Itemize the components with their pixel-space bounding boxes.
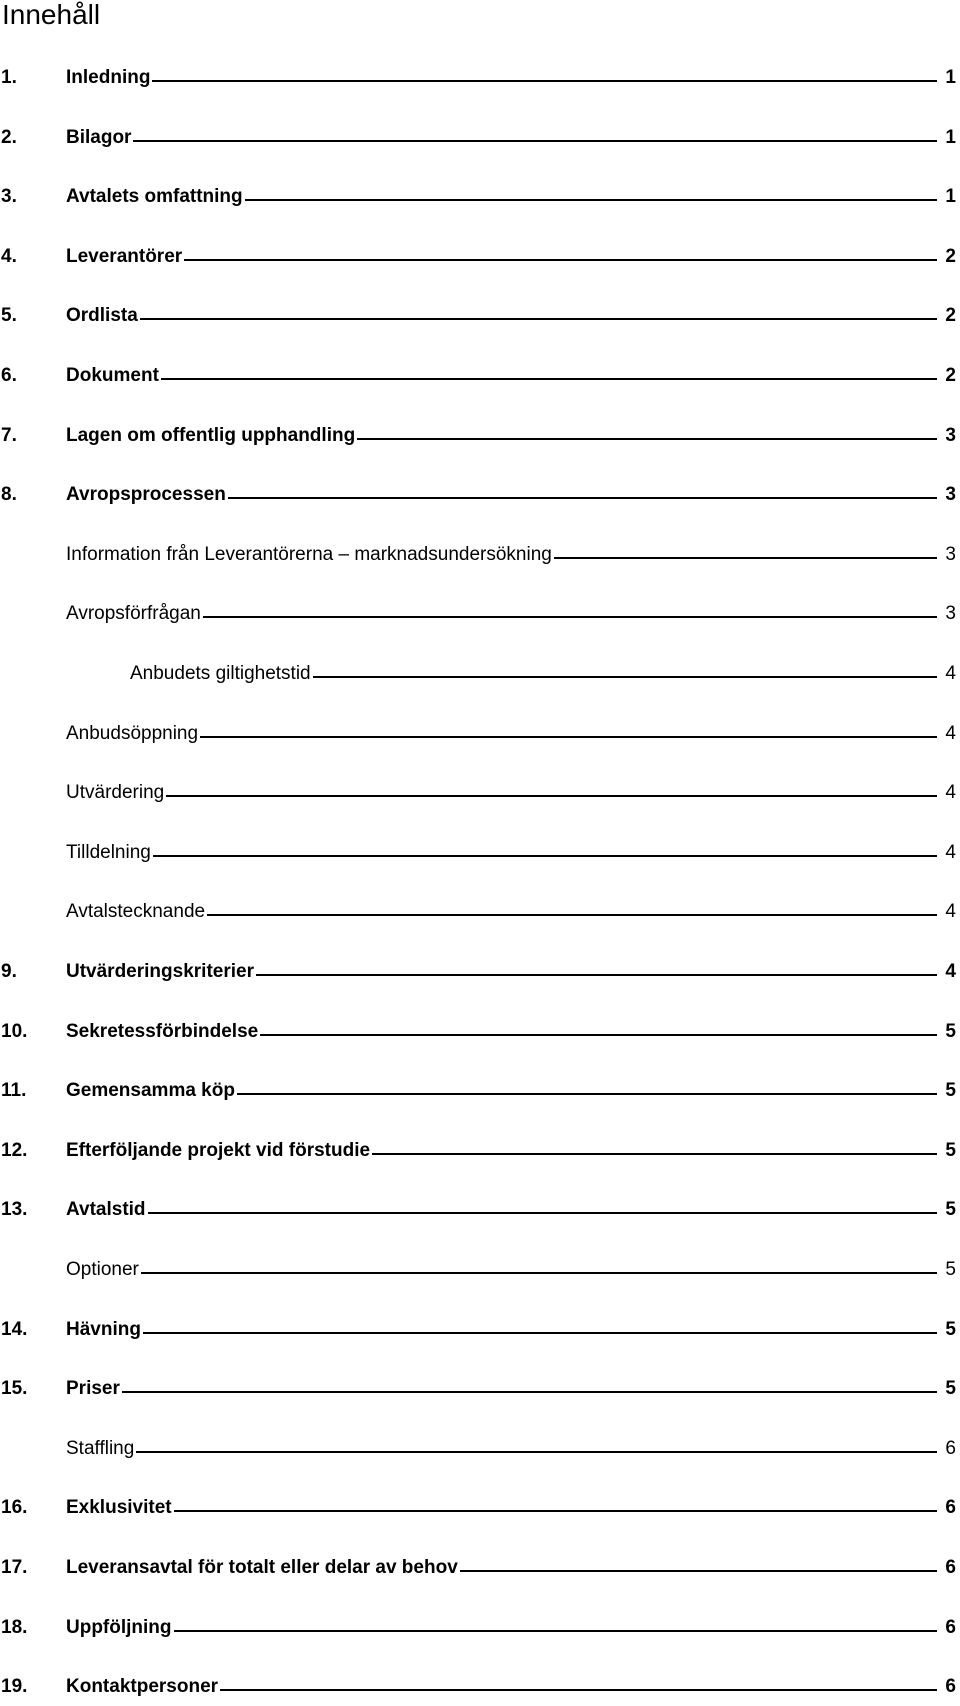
toc-entry-label: Leveransavtal för totalt eller delar av behov bbox=[66, 1557, 458, 1578]
toc-leader-line bbox=[220, 1689, 937, 1691]
toc-entry-label: Inledning bbox=[66, 67, 151, 88]
toc-entry-page-number: 5 bbox=[945, 1199, 956, 1220]
toc-entry-label: Hävning bbox=[66, 1319, 141, 1340]
toc-entry-number: 11. bbox=[1, 1080, 27, 1101]
toc-entry[interactable] bbox=[0, 127, 960, 157]
toc-entry-label: Bilagor bbox=[66, 127, 132, 148]
toc-leader-line bbox=[460, 1570, 938, 1572]
toc-entry[interactable] bbox=[0, 1557, 960, 1587]
toc-leader-line bbox=[207, 914, 937, 916]
toc-entry[interactable] bbox=[0, 663, 960, 693]
toc-entry-page-number: 5 bbox=[945, 1080, 956, 1101]
toc-entry-label: Tilldelning bbox=[66, 842, 151, 863]
toc-entry-label: Ordlista bbox=[66, 305, 138, 326]
toc-entry-page-number: 4 bbox=[945, 842, 956, 863]
toc-entry-number: 14. bbox=[1, 1319, 28, 1340]
toc-entry[interactable] bbox=[0, 782, 960, 812]
toc-entry[interactable] bbox=[0, 1021, 960, 1051]
toc-entry-label: Anbudets giltighetstid bbox=[130, 663, 311, 684]
toc-entry-page-number: 6 bbox=[945, 1438, 956, 1459]
toc-entry-label: Lagen om offentlig upphandling bbox=[66, 425, 356, 446]
toc-leader-line bbox=[372, 1153, 937, 1155]
toc-leader-line bbox=[141, 1272, 938, 1274]
toc-entry[interactable] bbox=[0, 603, 960, 633]
toc-entry[interactable] bbox=[0, 484, 960, 514]
toc-leader-line bbox=[357, 438, 937, 440]
toc-entry-label: Dokument bbox=[66, 365, 159, 386]
toc-entry-page-number: 3 bbox=[945, 425, 956, 446]
toc-entry[interactable] bbox=[0, 842, 960, 872]
toc-entry-number: 13. bbox=[1, 1199, 28, 1220]
toc-leader-line bbox=[152, 80, 937, 82]
toc-entry-page-number: 1 bbox=[945, 186, 956, 207]
toc-entry[interactable] bbox=[0, 365, 960, 395]
toc-entry[interactable] bbox=[0, 1319, 960, 1349]
toc-entry[interactable] bbox=[0, 1259, 960, 1289]
toc-leader-line bbox=[140, 318, 938, 320]
toc-leader-line bbox=[136, 1451, 937, 1453]
toc-entry-page-number: 6 bbox=[945, 1497, 956, 1518]
toc-entry-page-number: 4 bbox=[945, 723, 956, 744]
toc-entry-page-number: 4 bbox=[945, 901, 956, 922]
toc-entry[interactable] bbox=[0, 1378, 960, 1408]
toc-entry-page-number: 5 bbox=[945, 1259, 956, 1280]
toc-leader-line bbox=[203, 616, 938, 618]
toc-entry[interactable] bbox=[0, 1676, 960, 1706]
toc-entry-number: 19. bbox=[1, 1676, 28, 1697]
toc-leader-line bbox=[184, 259, 937, 261]
toc-leader-line bbox=[313, 676, 938, 678]
toc-entry[interactable] bbox=[0, 1140, 960, 1170]
toc-entry[interactable] bbox=[0, 1080, 960, 1110]
toc-entry-number: 9. bbox=[1, 961, 17, 982]
toc-entry-number: 6. bbox=[1, 365, 17, 386]
toc-leader-line bbox=[122, 1391, 938, 1393]
toc-entry-label: Avtalstecknande bbox=[66, 901, 206, 922]
toc-leader-line bbox=[554, 557, 938, 559]
toc-entry-number: 10. bbox=[1, 1021, 28, 1042]
toc-entry[interactable] bbox=[0, 544, 960, 574]
toc-leader-line bbox=[143, 1332, 937, 1334]
toc-entry-page-number: 2 bbox=[945, 246, 956, 267]
toc-entry-label: Optioner bbox=[66, 1259, 139, 1280]
toc-leader-line bbox=[166, 795, 937, 797]
toc-leader-line bbox=[200, 736, 937, 738]
toc-entry[interactable] bbox=[0, 246, 960, 276]
toc-entry[interactable] bbox=[0, 305, 960, 335]
toc-entry-label: Avropsprocessen bbox=[66, 484, 226, 505]
toc-entry-page-number: 3 bbox=[945, 484, 956, 505]
toc-title: Innehåll bbox=[2, 0, 101, 30]
toc-entry[interactable] bbox=[0, 1199, 960, 1229]
toc-entry-page-number: 5 bbox=[945, 1378, 956, 1399]
toc-entry-number: 7. bbox=[1, 425, 17, 446]
toc-entry-number: 16. bbox=[1, 1497, 28, 1518]
toc-entry-number: 17. bbox=[1, 1557, 28, 1578]
toc-leader-line bbox=[256, 974, 937, 976]
toc-entry-number: 8. bbox=[1, 484, 17, 505]
toc-entry-label: Leverantörer bbox=[66, 246, 183, 267]
toc-entry[interactable] bbox=[0, 1438, 960, 1468]
toc-entry-label: Utvärdering bbox=[66, 782, 165, 803]
toc-leader-line bbox=[153, 855, 938, 857]
toc-entry-number: 3. bbox=[1, 186, 17, 207]
toc-leader-line bbox=[174, 1510, 938, 1512]
toc-entry-page-number: 4 bbox=[945, 663, 956, 684]
toc-entry-page-number: 5 bbox=[945, 1021, 956, 1042]
toc-entry[interactable] bbox=[0, 1497, 960, 1527]
toc-entry-label: Staffling bbox=[66, 1438, 135, 1459]
toc-entry-page-number: 6 bbox=[945, 1676, 956, 1697]
toc-entry-number: 2. bbox=[1, 127, 17, 148]
toc-entry[interactable] bbox=[0, 186, 960, 216]
toc-entry-number: 5. bbox=[1, 305, 17, 326]
toc-entry[interactable] bbox=[0, 67, 960, 97]
toc-entry-label: Efterföljande projekt vid förstudie bbox=[66, 1140, 371, 1161]
toc-entry-page-number: 6 bbox=[945, 1617, 956, 1638]
toc-leader-line bbox=[174, 1630, 938, 1632]
toc-entry-label: Anbudsöppning bbox=[66, 723, 199, 744]
toc-entry-page-number: 3 bbox=[945, 603, 956, 624]
toc-entry-page-number: 5 bbox=[945, 1140, 956, 1161]
toc-entry[interactable] bbox=[0, 1617, 960, 1647]
toc-entry-label: Sekretessförbindelse bbox=[66, 1021, 259, 1042]
toc-leader-line bbox=[245, 199, 938, 201]
toc-entry-label: Utvärderingskriterier bbox=[66, 961, 254, 982]
toc-entry-page-number: 4 bbox=[945, 961, 956, 982]
toc-entry-page-number: 2 bbox=[945, 305, 956, 326]
toc-leader-line bbox=[148, 1212, 938, 1214]
toc-entry-number: 4. bbox=[1, 246, 17, 267]
toc-entry-page-number: 5 bbox=[945, 1319, 956, 1340]
toc-entry-label: Information från Leverantörerna – marknadsundersökning bbox=[66, 544, 552, 565]
toc-entry-label: Kontaktpersoner bbox=[66, 1676, 219, 1697]
toc-entry-number: 18. bbox=[1, 1617, 28, 1638]
toc-entry-number: 15. bbox=[1, 1378, 28, 1399]
toc-entry-label: Priser bbox=[66, 1378, 120, 1399]
toc-entry-label: Gemensamma köp bbox=[66, 1080, 235, 1101]
toc-entry-label: Avtalstid bbox=[66, 1199, 146, 1220]
toc-entry-number: 12. bbox=[1, 1140, 28, 1161]
toc-leader-line bbox=[133, 140, 937, 142]
toc-leader-line bbox=[161, 378, 938, 380]
toc-leader-line bbox=[260, 1034, 937, 1036]
toc-entry[interactable] bbox=[0, 901, 960, 931]
toc-entry-label: Avtalets omfattning bbox=[66, 186, 243, 207]
toc-entry-page-number: 6 bbox=[945, 1557, 956, 1578]
toc-entry-label: Exklusivitet bbox=[66, 1497, 172, 1518]
toc-entry-label: Avropsförfrågan bbox=[66, 603, 201, 624]
toc-leader-line bbox=[237, 1093, 937, 1095]
toc-entry-label: Uppföljning bbox=[66, 1617, 172, 1638]
toc-entry-page-number: 1 bbox=[945, 127, 956, 148]
toc-entry-page-number: 2 bbox=[945, 365, 956, 386]
toc-entry[interactable] bbox=[0, 723, 960, 753]
toc-entry-page-number: 4 bbox=[945, 782, 956, 803]
toc-entry-page-number: 3 bbox=[945, 544, 956, 565]
toc-entry[interactable] bbox=[0, 425, 960, 455]
toc-entry-page-number: 1 bbox=[945, 67, 956, 88]
toc-entry-number: 1. bbox=[1, 67, 17, 88]
toc-leader-line bbox=[228, 497, 938, 499]
toc-entry[interactable] bbox=[0, 961, 960, 991]
